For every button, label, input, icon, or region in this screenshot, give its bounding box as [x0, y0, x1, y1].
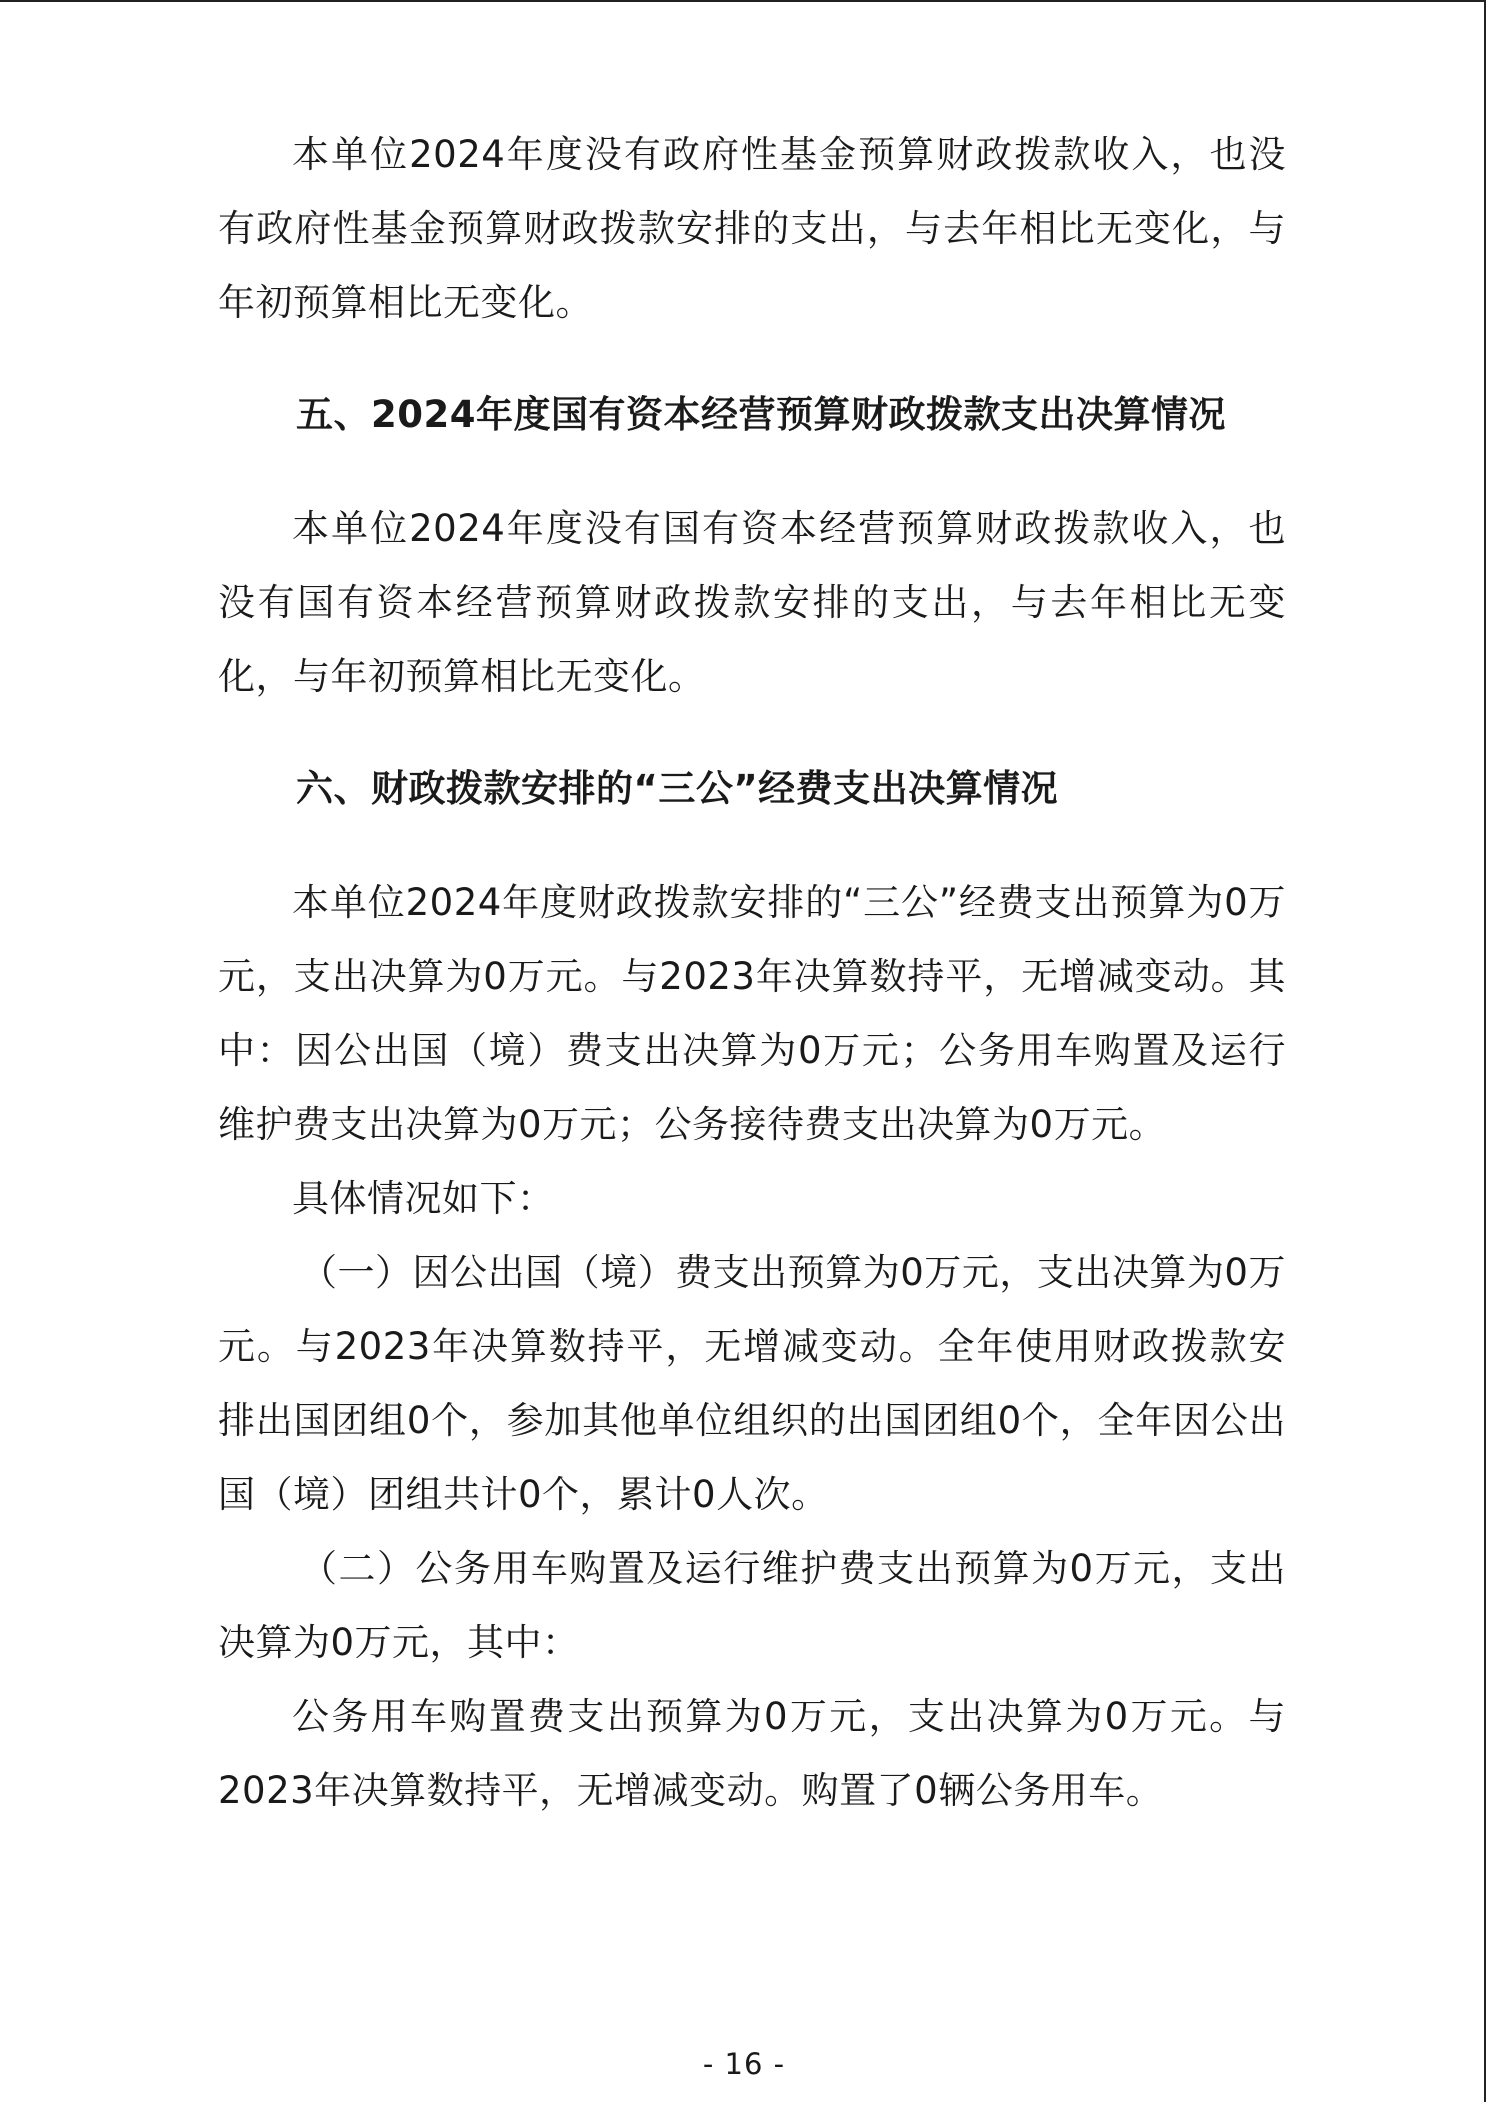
- section-heading-6: 六、财政拨款安排的“三公”经费支出决算情况: [296, 767, 1059, 810]
- paragraph-three-public-expenses: 本单位2024年度财政拨款安排的“三公”经费支出预算为0万元，支出决算为0万元。与2023年决算数持平，无增减变动。其中：因公出国（境）费支出决算为0万元；公务用车购置及运行维护费支出决算为0万元；公务接待费支出决算为0万元。: [218, 881, 1286, 1146]
- section-heading-5: 五、2024年度国有资本经营预算财政拨款支出决算情况: [296, 393, 1226, 436]
- paragraph-overseas-travel: （一）因公出国（境）费支出预算为0万元，支出决算为0万元。与2023年决算数持平，无增减变动。全年使用财政拨款安排出国团组0个，参加其他单位组织的出国团组0个，全年因公出国（境）团组共计0个，累计0人次。: [218, 1251, 1286, 1516]
- document-body: [218, 118, 1286, 1828]
- paragraph-details-intro: 具体情况如下：: [292, 1177, 555, 1220]
- paragraph-state-capital: 本单位2024年度没有国有资本经营预算财政拨款收入，也没有国有资本经营预算财政拨款安排的支出，与去年相比无变化，与年初预算相比无变化。: [218, 507, 1286, 698]
- page-number: - 16 -: [702, 2047, 786, 2081]
- paragraph-gov-fund: 本单位2024年度没有政府性基金预算财政拨款收入，也没有政府性基金预算财政拨款安排的支出，与去年相比无变化，与年初预算相比无变化。: [218, 133, 1286, 324]
- paragraph-vehicle-purchase: 公务用车购置费支出预算为0万元，支出决算为0万元。与2023年决算数持平，无增减变动。购置了0辆公务用车。: [218, 1695, 1286, 1812]
- paragraph-official-vehicles: （二）公务用车购置及运行维护费支出预算为0万元，支出决算为0万元，其中：: [218, 1547, 1286, 1664]
